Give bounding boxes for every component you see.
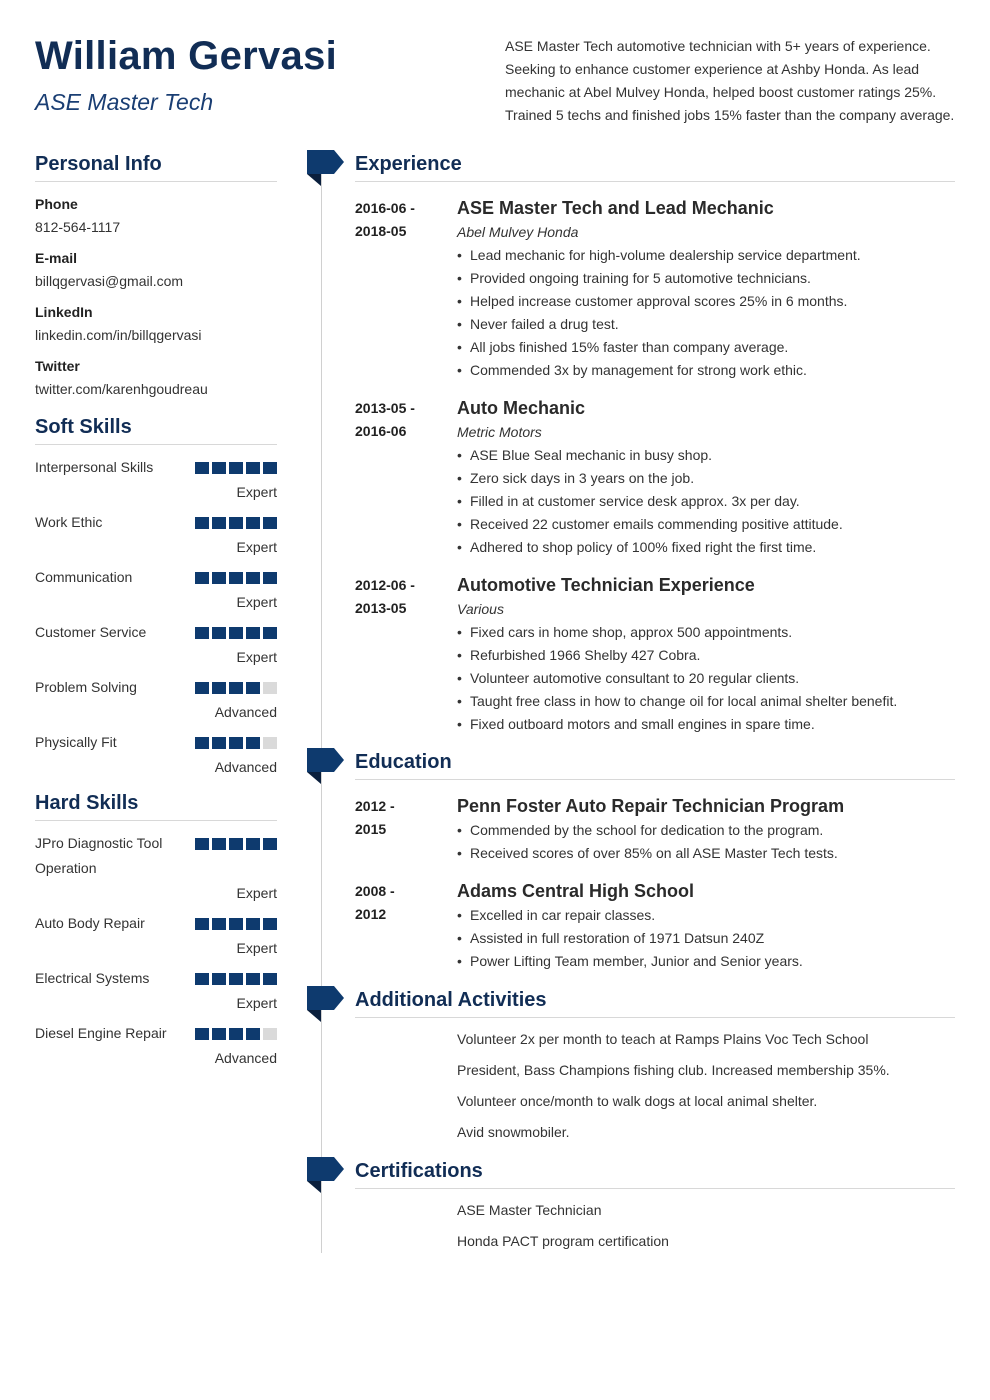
bullet-item: • ASE Blue Seal mechanic in busy shop. bbox=[457, 444, 955, 467]
skill-name: Diesel Engine Repair bbox=[35, 1025, 167, 1041]
rating-square-empty bbox=[263, 682, 277, 694]
bullet-item: • Provided ongoing training for 5 automotive technicians. bbox=[457, 267, 955, 290]
skill-name: Problem Solving bbox=[35, 679, 137, 695]
bullet-item: • Fixed cars in home shop, approx 500 appointments. bbox=[457, 621, 955, 644]
skill-level: Expert bbox=[236, 940, 277, 956]
bullet-list bbox=[457, 904, 955, 973]
timeline-line bbox=[321, 170, 322, 1253]
rating-square-empty bbox=[263, 737, 277, 749]
rating-square-filled bbox=[212, 918, 226, 930]
bullet-item: • Volunteer automotive consultant to 20 regular clients. bbox=[457, 667, 955, 690]
bullet-list bbox=[457, 621, 955, 736]
bullet-list bbox=[457, 819, 955, 865]
rating-square-filled bbox=[195, 572, 209, 584]
rating-square-filled bbox=[229, 838, 243, 850]
entry-title: Adams Central High School bbox=[457, 881, 695, 901]
rating-square-filled bbox=[229, 1028, 243, 1040]
certifications-list bbox=[355, 1189, 955, 1253]
personal-info-section bbox=[35, 150, 277, 401]
hard-skills-section bbox=[35, 789, 277, 1068]
entry-date bbox=[355, 197, 435, 243]
skill-item bbox=[35, 620, 277, 667]
date-end: 2015 bbox=[355, 821, 387, 837]
rating-square-filled bbox=[212, 838, 226, 850]
info-label: LinkedIn bbox=[35, 304, 93, 320]
date-start: 2012-06 - bbox=[355, 577, 415, 593]
date-end: 2012 bbox=[355, 906, 387, 922]
skill-rating-bar bbox=[195, 737, 277, 749]
skill-level: Expert bbox=[236, 995, 277, 1011]
info-value: billqgervasi@gmail.com bbox=[35, 273, 184, 289]
info-value: linkedin.com/in/billqgervasi bbox=[35, 327, 202, 343]
entry-title: Penn Foster Auto Repair Technician Program bbox=[457, 796, 845, 816]
skill-rating-bar bbox=[195, 462, 277, 474]
rating-square-filled bbox=[229, 918, 243, 930]
date-start: 2016-06 - bbox=[355, 200, 415, 216]
date-end: 2018-05 bbox=[355, 223, 407, 239]
experience-flag-icon bbox=[307, 150, 344, 186]
info-item bbox=[35, 301, 277, 347]
rating-square-filled bbox=[212, 517, 226, 529]
info-label: Phone bbox=[35, 196, 78, 212]
rating-square-filled bbox=[195, 517, 209, 529]
rating-square-filled bbox=[229, 627, 243, 639]
skill-name: Auto Body Repair bbox=[35, 915, 145, 931]
entry-company: Various bbox=[457, 601, 504, 617]
info-item bbox=[35, 193, 277, 239]
bullet-item: • Assisted in full restoration of 1971 Datsun 240Z bbox=[457, 927, 955, 950]
certification-item: ASE Master Technician bbox=[457, 1202, 602, 1218]
entry-date bbox=[355, 574, 435, 620]
info-item bbox=[35, 247, 277, 293]
rating-square-filled bbox=[263, 918, 277, 930]
bullet-item: • Zero sick days in 3 years on the job. bbox=[457, 467, 955, 490]
info-item bbox=[35, 355, 277, 401]
bullet-item: • Refurbished 1966 Shelby 427 Cobra. bbox=[457, 644, 955, 667]
section-divider bbox=[355, 181, 955, 182]
rating-square-filled bbox=[229, 682, 243, 694]
skill-item bbox=[35, 831, 277, 903]
section-divider bbox=[355, 779, 955, 780]
rating-square-filled bbox=[246, 737, 260, 749]
activity-item: President, Bass Champions fishing club. Increased membership 35%. bbox=[457, 1062, 890, 1078]
info-value: twitter.com/karenhgoudreau bbox=[35, 381, 208, 397]
rating-square-empty bbox=[263, 1028, 277, 1040]
skill-level: Advanced bbox=[214, 704, 277, 720]
bullet-item: • Taught free class in how to change oil for local animal shelter benefit. bbox=[457, 690, 955, 713]
rating-square-filled bbox=[195, 682, 209, 694]
entry bbox=[355, 395, 955, 559]
skill-rating-bar bbox=[195, 838, 277, 850]
rating-square-filled bbox=[246, 973, 260, 985]
certifications-heading: Certifications bbox=[355, 1160, 483, 1182]
rating-square-filled bbox=[229, 737, 243, 749]
rating-square-filled bbox=[212, 572, 226, 584]
rating-square-filled bbox=[229, 572, 243, 584]
skill-level: Expert bbox=[236, 885, 277, 901]
skill-rating-bar bbox=[195, 572, 277, 584]
rating-square-filled bbox=[195, 627, 209, 639]
date-start: 2008 - bbox=[355, 883, 395, 899]
skill-item bbox=[35, 1021, 277, 1068]
info-label: E-mail bbox=[35, 250, 78, 266]
experience-heading: Experience bbox=[355, 153, 462, 175]
rating-square-filled bbox=[263, 462, 277, 474]
skill-name: Work Ethic bbox=[35, 514, 103, 530]
bullet-list bbox=[457, 244, 955, 382]
bullet-item: • Received scores of over 85% on all ASE Master Tech tests. bbox=[457, 842, 955, 865]
skill-name: Physically Fit bbox=[35, 734, 117, 750]
education-flag-icon bbox=[307, 748, 344, 784]
skill-rating-bar bbox=[195, 682, 277, 694]
hard-skills-list bbox=[35, 821, 277, 1068]
skill-name: JPro Diagnostic Tool Operation bbox=[35, 835, 163, 876]
date-end: 2016-06 bbox=[355, 423, 407, 439]
skill-rating-bar bbox=[195, 973, 277, 985]
entry bbox=[355, 572, 955, 736]
skill-item bbox=[35, 675, 277, 722]
rating-square-filled bbox=[246, 572, 260, 584]
candidate-name: William Gervasi bbox=[35, 34, 338, 78]
skill-item bbox=[35, 455, 277, 502]
certifications-flag-icon bbox=[307, 1157, 344, 1193]
rating-square-filled bbox=[246, 1028, 260, 1040]
experience-entries bbox=[355, 195, 955, 736]
activities-section bbox=[355, 986, 955, 1152]
bullet-item: • Lead mechanic for high-volume dealership service department. bbox=[457, 244, 955, 267]
rating-square-filled bbox=[263, 627, 277, 639]
soft-skills-list bbox=[35, 445, 277, 777]
skill-rating-bar bbox=[195, 627, 277, 639]
resume-header bbox=[35, 32, 337, 116]
bullet-item: • Helped increase customer approval scores 25% in 6 months. bbox=[457, 290, 955, 313]
bullet-item: • Commended by the school for dedication to the program. bbox=[457, 819, 955, 842]
rating-square-filled bbox=[263, 973, 277, 985]
activities-list bbox=[355, 1018, 955, 1144]
info-label: Twitter bbox=[35, 358, 80, 374]
rating-square-filled bbox=[212, 462, 226, 474]
rating-square-filled bbox=[212, 682, 226, 694]
left-column bbox=[35, 150, 277, 1076]
skill-level: Advanced bbox=[214, 1050, 277, 1066]
bullet-item: • Commended 3x by management for strong work ethic. bbox=[457, 359, 955, 382]
entry-title: Auto Mechanic bbox=[457, 398, 586, 418]
bullet-item: • Adhered to shop policy of 100% fixed right the first time. bbox=[457, 536, 955, 559]
rating-square-filled bbox=[212, 973, 226, 985]
bullet-item: • Never failed a drug test. bbox=[457, 313, 955, 336]
rating-square-filled bbox=[195, 838, 209, 850]
rating-square-filled bbox=[246, 682, 260, 694]
candidate-title: ASE Master Tech bbox=[35, 89, 214, 115]
rating-square-filled bbox=[263, 517, 277, 529]
rating-square-filled bbox=[195, 918, 209, 930]
entry-title: Automotive Technician Experience bbox=[457, 575, 755, 595]
personal-info-list bbox=[35, 182, 277, 401]
skill-name: Customer Service bbox=[35, 624, 147, 640]
education-entries bbox=[355, 793, 955, 973]
rating-square-filled bbox=[246, 918, 260, 930]
bullet-item: • All jobs finished 15% faster than company average. bbox=[457, 336, 955, 359]
rating-square-filled bbox=[229, 462, 243, 474]
skill-name: Electrical Systems bbox=[35, 970, 150, 986]
skill-rating-bar bbox=[195, 918, 277, 930]
skill-level: Expert bbox=[236, 484, 277, 500]
entry-company: Abel Mulvey Honda bbox=[457, 224, 579, 240]
rating-square-filled bbox=[246, 838, 260, 850]
bullet-item: • Filled in at customer service desk approx. 3x per day. bbox=[457, 490, 955, 513]
info-value: 812-564-1117 bbox=[35, 219, 121, 235]
soft-skills-heading: Soft Skills bbox=[35, 416, 132, 438]
education-section bbox=[355, 748, 955, 973]
rating-square-filled bbox=[246, 517, 260, 529]
rating-square-filled bbox=[229, 517, 243, 529]
skill-item bbox=[35, 730, 277, 777]
activity-item: Avid snowmobiler. bbox=[457, 1124, 570, 1140]
hard-skills-heading: Hard Skills bbox=[35, 792, 139, 814]
skill-level: Expert bbox=[236, 539, 277, 555]
bullet-item: • Power Lifting Team member, Junior and Senior years. bbox=[457, 950, 955, 973]
entry-company: Metric Motors bbox=[457, 424, 542, 440]
rating-square-filled bbox=[263, 838, 277, 850]
entry-date bbox=[355, 880, 435, 926]
skill-item bbox=[35, 510, 277, 557]
skill-rating-bar bbox=[195, 1028, 277, 1040]
skill-rating-bar bbox=[195, 517, 277, 529]
skill-item bbox=[35, 911, 277, 958]
activities-heading: Additional Activities bbox=[355, 989, 547, 1011]
skill-item bbox=[35, 966, 277, 1013]
rating-square-filled bbox=[212, 737, 226, 749]
rating-square-filled bbox=[246, 462, 260, 474]
rating-square-filled bbox=[212, 627, 226, 639]
certification-item: Honda PACT program certification bbox=[457, 1233, 669, 1249]
education-heading: Education bbox=[355, 751, 452, 773]
rating-square-filled bbox=[195, 737, 209, 749]
entry bbox=[355, 878, 955, 973]
date-end: 2013-05 bbox=[355, 600, 407, 616]
bullet-list bbox=[457, 444, 955, 559]
rating-square-filled bbox=[212, 1028, 226, 1040]
skill-name: Communication bbox=[35, 569, 133, 585]
bullet-item: • Excelled in car repair classes. bbox=[457, 904, 955, 927]
activities-flag-icon bbox=[307, 986, 344, 1022]
soft-skills-section bbox=[35, 413, 277, 777]
date-start: 2013-05 - bbox=[355, 400, 415, 416]
rating-square-filled bbox=[263, 572, 277, 584]
bullet-item: • Received 22 customer emails commending positive attitude. bbox=[457, 513, 955, 536]
experience-section bbox=[355, 150, 955, 736]
skill-level: Expert bbox=[236, 594, 277, 610]
rating-square-filled bbox=[195, 1028, 209, 1040]
skill-name: Interpersonal Skills bbox=[35, 459, 154, 475]
rating-square-filled bbox=[229, 973, 243, 985]
certifications-section bbox=[355, 1157, 955, 1261]
rating-square-filled bbox=[195, 973, 209, 985]
entry bbox=[355, 195, 955, 382]
bullet-item: • Fixed outboard motors and small engines in spare time. bbox=[457, 713, 955, 736]
entry-title: ASE Master Tech and Lead Mechanic bbox=[457, 198, 774, 218]
entry bbox=[355, 793, 955, 865]
rating-square-filled bbox=[195, 462, 209, 474]
personal-info-heading: Personal Info bbox=[35, 153, 162, 175]
activity-item: Volunteer once/month to walk dogs at local animal shelter. bbox=[457, 1093, 818, 1109]
activity-item: Volunteer 2x per month to teach at Ramps Plains Voc Tech School bbox=[457, 1031, 869, 1047]
summary-text: ASE Master Tech automotive technician with 5+ years of experience. Seeking to enhance customer experience at Ashby Honda. As lead mechanic at Abel Mulvey Honda, helped boost customer ratings 25%. Trained 5 techs and finished jobs 15% faster than the company average. bbox=[505, 38, 955, 123]
entry-date bbox=[355, 795, 435, 841]
skill-level: Expert bbox=[236, 649, 277, 665]
skill-item bbox=[35, 565, 277, 612]
rating-square-filled bbox=[246, 627, 260, 639]
date-start: 2012 - bbox=[355, 798, 395, 814]
skill-level: Advanced bbox=[214, 759, 277, 775]
entry-date bbox=[355, 397, 435, 443]
